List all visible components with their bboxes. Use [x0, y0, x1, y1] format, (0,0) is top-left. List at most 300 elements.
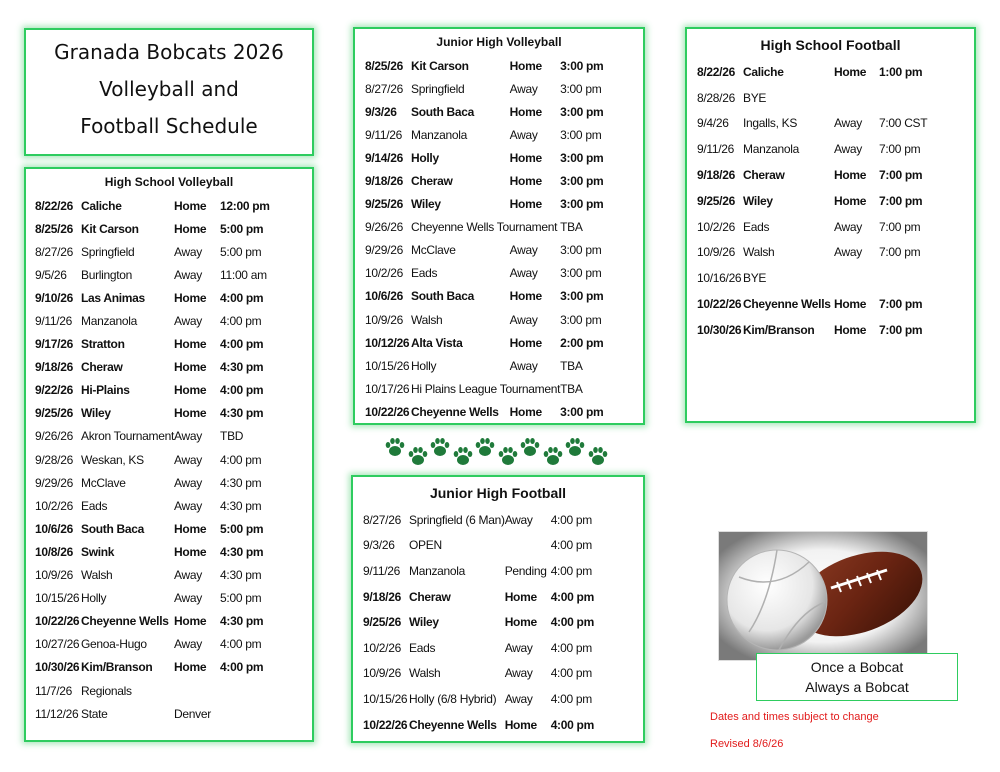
schedule-row: [35, 309, 280, 332]
schedule-row: [365, 285, 620, 308]
row-time: 7:00 pm: [879, 245, 921, 260]
row-opponent: Springfield (6 Man): [409, 512, 505, 527]
balls-image: [718, 531, 928, 661]
schedule-row: [365, 169, 620, 192]
row-time: 2:00 pm: [560, 335, 604, 350]
row-date: 10/12/26: [365, 335, 410, 350]
row-time: TBA: [560, 358, 583, 373]
row-opponent: State: [81, 706, 108, 721]
row-site: Away: [504, 640, 533, 655]
row-opponent: Cheyenne Wells: [409, 717, 497, 732]
row-opponent: South Baca: [411, 289, 475, 304]
row-site: Away: [174, 591, 202, 606]
row-site: Home: [174, 614, 207, 629]
row-site: Home: [174, 290, 207, 305]
row-date: 9/25/26: [365, 197, 403, 212]
row-site: Home: [174, 337, 207, 352]
row-site: Away: [174, 314, 202, 329]
schedule-row: [363, 507, 611, 533]
row-site: Home: [509, 197, 542, 212]
row-site: Away: [509, 312, 538, 327]
row-date: 9/18/26: [35, 360, 73, 375]
row-opponent: Springfield: [81, 244, 135, 259]
row-time: 4:00 pm: [550, 512, 592, 527]
row-date: 10/2/26: [35, 498, 73, 513]
row-site: Home: [174, 360, 207, 375]
row-time: 3:00 pm: [560, 174, 604, 189]
schedule-row: [35, 633, 280, 656]
row-opponent: Walsh: [81, 568, 113, 583]
row-opponent: Swink: [81, 544, 115, 559]
title-line-1: Granada Bobcats 2026: [54, 40, 284, 64]
row-date: 9/25/26: [35, 406, 73, 421]
motto-line-1: Once a Bobcat: [810, 659, 904, 675]
row-opponent: South Baca: [411, 104, 475, 119]
schedule-row: [697, 59, 939, 85]
row-site: Away: [174, 475, 202, 490]
title-line-2: Volleyball and: [99, 77, 239, 101]
row-date: 10/2/26: [365, 266, 403, 281]
row-date: 9/11/26: [697, 142, 735, 157]
row-site: Home: [174, 544, 207, 559]
row-opponent: Kim/Branson: [743, 322, 815, 337]
row-opponent: Cheraw: [411, 174, 453, 189]
row-opponent: Wiley: [409, 615, 439, 630]
schedule-row: [363, 635, 611, 661]
row-time: [220, 702, 280, 725]
schedule-row: [697, 111, 939, 137]
row-time: 3:00 pm: [560, 312, 602, 327]
row-opponent: Eads: [411, 266, 438, 281]
row-time: TBA: [560, 220, 583, 235]
row-time: 3:00 pm: [560, 150, 604, 165]
row-site: Home: [504, 589, 537, 604]
schedule-row: [35, 679, 280, 702]
schedule-row: [35, 564, 280, 587]
row-date: 10/15/26: [365, 358, 410, 373]
row-time: 4:00 pm: [550, 666, 592, 681]
schedule-row: [35, 587, 280, 610]
row-date: 9/14/26: [365, 150, 403, 165]
row-opponent: Kit Carson: [81, 221, 139, 236]
row-time: 4:30 pm: [220, 475, 262, 490]
row-site: Home: [834, 322, 867, 337]
row-site: Home: [174, 383, 207, 398]
jh-volleyball-panel: [353, 27, 645, 425]
schedule-row: [35, 194, 280, 217]
row-opponent: Hi Plains League Tournament: [411, 381, 561, 396]
row-date: 9/29/26: [365, 243, 403, 258]
paw-print-icon: [452, 445, 474, 467]
row-date: 10/22/26: [697, 297, 742, 312]
jh-football-heading: Junior High Football: [429, 485, 567, 501]
row-opponent: BYE: [743, 90, 767, 105]
row-time: 7:00 pm: [879, 322, 923, 337]
row-date: 10/30/26: [697, 322, 742, 337]
row-site: Home: [174, 198, 207, 213]
paw-print-icon: [474, 436, 496, 458]
schedule-row: [35, 217, 280, 240]
row-site: Home: [174, 221, 207, 236]
row-opponent: Cheyenne Wells: [81, 614, 169, 629]
row-time: 4:30 pm: [220, 360, 264, 375]
row-opponent: Regionals: [81, 683, 132, 698]
row-site: Away: [834, 116, 862, 131]
schedule-row: [365, 146, 620, 169]
row-opponent: BYE: [743, 271, 767, 286]
row-time: 4:30 pm: [220, 614, 264, 629]
row-opponent: Eads: [81, 498, 108, 513]
paw-print-icon: [407, 445, 429, 467]
row-date: 9/5/26: [35, 267, 67, 282]
row-date: 9/26/26: [365, 220, 403, 235]
schedule-row: [35, 448, 280, 471]
row-time: 3:00 pm: [560, 81, 602, 96]
schedule-row: [365, 54, 620, 77]
row-time: 4:00 pm: [220, 660, 264, 675]
schedule-row: [35, 494, 280, 517]
schedule-row: [697, 188, 939, 214]
schedule-row: [35, 286, 280, 309]
row-date: 10/8/26: [35, 544, 73, 559]
row-opponent: Kit Carson: [411, 58, 469, 73]
row-opponent: Holly: [411, 150, 439, 165]
row-opponent: Holly (6/8 Hybrid): [409, 691, 497, 706]
row-site: Away: [509, 266, 538, 281]
row-time: 3:00 pm: [560, 104, 604, 119]
row-date: 10/17/26: [365, 381, 410, 396]
row-date: 10/15/26: [35, 591, 80, 606]
row-opponent: Manzanola: [81, 314, 138, 329]
row-site: [505, 533, 551, 559]
disclaimer-note: Dates and times subject to change: [710, 711, 879, 723]
row-date: 10/22/26: [365, 404, 410, 419]
schedule-row: [697, 136, 939, 162]
row-time: 4:00 pm: [220, 314, 262, 329]
schedule-row: [35, 240, 280, 263]
row-time: 3:00 pm: [560, 289, 604, 304]
row-date: 10/9/26: [363, 666, 401, 681]
paw-print-icon: [497, 445, 519, 467]
row-site: Away: [504, 691, 533, 706]
schedule-row: [363, 533, 611, 559]
row-time: 3:00 pm: [560, 404, 604, 419]
row-site: Away: [174, 637, 202, 652]
row-time: 4:00 pm: [220, 290, 264, 305]
schedule-row: [363, 661, 611, 687]
row-time: 7:00 pm: [879, 193, 923, 208]
jh-volleyball-heading: Junior High Volleyball: [436, 35, 562, 49]
row-site: Away: [174, 452, 202, 467]
row-date: 8/22/26: [35, 198, 73, 213]
row-date: 9/4/26: [697, 116, 729, 131]
row-date: 9/22/26: [35, 383, 73, 398]
schedule-row: [365, 123, 620, 146]
row-date: 9/25/26: [363, 615, 401, 630]
row-date: 9/29/26: [35, 475, 73, 490]
schedule-row: [35, 610, 280, 633]
row-site: Home: [174, 660, 207, 675]
row-site: Away: [834, 219, 862, 234]
row-time: TBD: [220, 429, 244, 444]
row-opponent: Springfield: [411, 81, 465, 96]
schedule-row: [35, 471, 280, 494]
row-date: 8/28/26: [697, 90, 735, 105]
row-date: 8/22/26: [697, 64, 735, 79]
row-date: 8/25/26: [365, 58, 403, 73]
row-opponent: Genoa-Hugo: [81, 637, 147, 652]
title-box: [24, 28, 314, 156]
row-date: 9/26/26: [35, 429, 73, 444]
row-date: 9/18/26: [365, 174, 403, 189]
row-time: 7:00 CST: [879, 116, 928, 131]
row-time: 11:00 am: [220, 267, 267, 282]
schedule-row: [697, 317, 939, 343]
row-date: 10/9/26: [365, 312, 403, 327]
row-date: 10/6/26: [35, 521, 73, 536]
hs-volleyball-heading: High School Volleyball: [104, 175, 234, 189]
schedule-row: [697, 291, 939, 317]
row-date: 9/18/26: [363, 589, 401, 604]
row-time: 1:00 pm: [879, 64, 923, 79]
schedule-row: [365, 239, 620, 262]
row-opponent: Wiley: [743, 193, 773, 208]
row-time: 7:00 pm: [879, 219, 921, 234]
row-opponent: Manzanola: [411, 127, 468, 142]
row-site: Away: [509, 127, 538, 142]
row-date: 9/10/26: [35, 290, 73, 305]
row-date: 10/22/26: [35, 614, 80, 629]
row-time: 3:00 pm: [560, 266, 602, 281]
row-time: 3:00 pm: [560, 197, 604, 212]
paw-prints-row: [384, 434, 614, 468]
row-site: Home: [174, 406, 207, 421]
row-opponent: Las Animas: [81, 290, 145, 305]
schedule-row: [365, 400, 620, 423]
row-opponent: Hi-Plains: [81, 383, 130, 398]
row-site: Away: [504, 512, 533, 527]
row-date: 10/9/26: [697, 245, 735, 260]
row-site: Away: [174, 568, 202, 583]
schedule-row: [363, 609, 611, 635]
row-time: 4:30 pm: [220, 498, 262, 513]
hs-football-heading: High School Football: [760, 37, 901, 53]
row-date: 10/2/26: [363, 640, 401, 655]
row-site: Away: [174, 498, 202, 513]
row-time: 3:00 pm: [560, 58, 604, 73]
row-time: 5:00 pm: [220, 244, 262, 259]
row-opponent: Caliche: [81, 198, 122, 213]
row-opponent: Kim/Branson: [81, 660, 153, 675]
paw-print-icon: [429, 436, 451, 458]
row-opponent: McClave: [81, 475, 126, 490]
row-time: 4:00 pm: [550, 615, 594, 630]
row-date: 8/25/26: [35, 221, 73, 236]
schedule-row: [697, 214, 939, 240]
row-opponent: Walsh: [411, 312, 443, 327]
row-time: [220, 679, 280, 702]
schedule-row: [365, 100, 620, 123]
row-opponent: Cheraw: [81, 360, 123, 375]
motto-line-2: Always a Bobcat: [805, 679, 909, 695]
row-time: 7:00 pm: [879, 168, 923, 183]
row-time: 7:00 pm: [879, 297, 923, 312]
row-time: 4:00 pm: [220, 383, 264, 398]
schedule-row: [697, 162, 939, 188]
row-opponent: Manzanola: [409, 563, 466, 578]
row-opponent: Wiley: [81, 406, 111, 421]
row-opponent: South Baca: [81, 521, 145, 536]
schedule-row: [363, 558, 611, 584]
row-opponent: Cheyenne Wells: [743, 297, 831, 312]
row-date: 9/28/26: [35, 452, 73, 467]
row-time: 5:00 pm: [220, 521, 264, 536]
row-time: 4:00 pm: [550, 717, 594, 732]
volleyball-icon: [727, 550, 827, 650]
row-date: 10/6/26: [365, 289, 403, 304]
row-opponent: Wiley: [411, 197, 441, 212]
row-date: 9/3/26: [363, 538, 395, 553]
row-opponent: Stratton: [81, 337, 125, 352]
row-date: 10/30/26: [35, 660, 80, 675]
row-date: 9/25/26: [697, 193, 735, 208]
row-opponent: OPEN: [409, 538, 442, 553]
row-site: Away: [174, 244, 202, 259]
schedule-row: [35, 656, 280, 679]
row-date: 9/3/26: [365, 104, 397, 119]
row-site: Away: [504, 666, 533, 681]
row-site: Away: [174, 429, 202, 444]
row-date: 9/11/26: [363, 563, 401, 578]
row-site: [834, 265, 879, 291]
row-time: 4:00 pm: [550, 538, 592, 553]
row-date: 10/16/26: [697, 271, 742, 286]
schedule-row: [365, 377, 620, 400]
row-time: 4:00 pm: [220, 452, 262, 467]
row-time: 4:30 pm: [220, 544, 264, 559]
row-site: Home: [509, 404, 542, 419]
row-time: TBA: [560, 381, 583, 396]
schedule-row: [35, 263, 280, 286]
row-site: Home: [834, 168, 867, 183]
row-site: Home: [504, 615, 537, 630]
schedule-row: [363, 686, 611, 712]
row-time: 4:30 pm: [220, 568, 262, 583]
hs-volleyball-table: [35, 194, 280, 725]
hs-football-panel: [685, 27, 976, 423]
row-site: Home: [509, 104, 542, 119]
row-opponent: Cheyenne Wells: [411, 404, 499, 419]
row-site: Home: [509, 150, 542, 165]
row-site: Home: [509, 58, 542, 73]
row-site: Away: [834, 142, 862, 157]
row-opponent: Alta Vista: [411, 335, 463, 350]
hs-football-table: [697, 59, 939, 343]
row-time: [879, 265, 939, 291]
row-date: 8/27/26: [365, 81, 403, 96]
jh-volleyball-table: [365, 54, 620, 424]
schedule-row: [365, 216, 620, 239]
revised-note: Revised 8/6/26: [710, 738, 784, 750]
row-opponent: Holly: [81, 591, 107, 606]
row-opponent: Akron Tournament: [81, 429, 175, 444]
row-opponent: Eads: [409, 640, 436, 655]
paw-print-icon: [542, 445, 564, 467]
row-opponent: Cheyenne Wells Tournament: [411, 220, 558, 235]
row-site: Home: [504, 717, 537, 732]
row-date: 9/11/26: [365, 127, 403, 142]
row-date: 11/12/26: [35, 706, 79, 721]
row-time: 4:00 pm: [550, 691, 592, 706]
row-time: 4:00 pm: [220, 637, 262, 652]
schedule-row: [35, 333, 280, 356]
row-site: Away: [834, 245, 862, 260]
row-opponent: Walsh: [409, 666, 441, 681]
row-opponent: Cheraw: [409, 589, 451, 604]
row-site: Home: [834, 193, 867, 208]
schedule-row: [365, 354, 620, 377]
title-line-3: Football Schedule: [80, 114, 258, 138]
row-date: 9/18/26: [697, 168, 735, 183]
row-time: 12:00 pm: [220, 198, 270, 213]
row-opponent: Ingalls, KS: [743, 116, 798, 131]
row-site: Denver: [174, 706, 211, 721]
row-opponent: Cheraw: [743, 168, 785, 183]
schedule-row: [363, 584, 611, 610]
schedule-row: [365, 193, 620, 216]
schedule-row: [697, 85, 939, 111]
hs-volleyball-panel: [24, 167, 314, 742]
row-time: 5:00 pm: [220, 221, 264, 236]
schedule-row: [365, 262, 620, 285]
paw-print-icon: [519, 436, 541, 458]
row-time: 7:00 pm: [879, 142, 921, 157]
schedule-row: [35, 356, 280, 379]
schedule-row: [35, 379, 280, 402]
row-date: 9/17/26: [35, 337, 73, 352]
schedule-row: [363, 712, 611, 738]
row-site: Away: [509, 358, 538, 373]
row-site: Home: [174, 521, 207, 536]
schedule-row: [365, 77, 620, 100]
row-site: [174, 679, 220, 702]
row-site: Away: [509, 81, 538, 96]
row-time: 3:00 pm: [560, 243, 602, 258]
paw-print-icon: [384, 436, 406, 458]
row-site: Home: [509, 174, 542, 189]
schedule-row: [35, 425, 280, 448]
row-time: [879, 85, 939, 111]
row-opponent: McClave: [411, 243, 456, 258]
row-time: 3:00 pm: [560, 127, 602, 142]
row-opponent: Eads: [743, 219, 770, 234]
paw-print-icon: [564, 436, 586, 458]
row-time: 4:00 pm: [550, 640, 592, 655]
schedule-row: [35, 517, 280, 540]
row-site: Home: [834, 297, 867, 312]
row-opponent: Manzanola: [743, 142, 800, 157]
row-site: Pending: [504, 563, 547, 578]
row-site: Home: [509, 289, 542, 304]
schedule-row: [697, 265, 939, 291]
jh-football-table: [363, 507, 611, 737]
row-opponent: Caliche: [743, 64, 784, 79]
row-time: 4:00 pm: [550, 589, 594, 604]
row-opponent: Walsh: [743, 245, 775, 260]
paw-print-icon: [587, 445, 609, 467]
schedule-row: [697, 240, 939, 266]
motto-box: [756, 653, 958, 701]
